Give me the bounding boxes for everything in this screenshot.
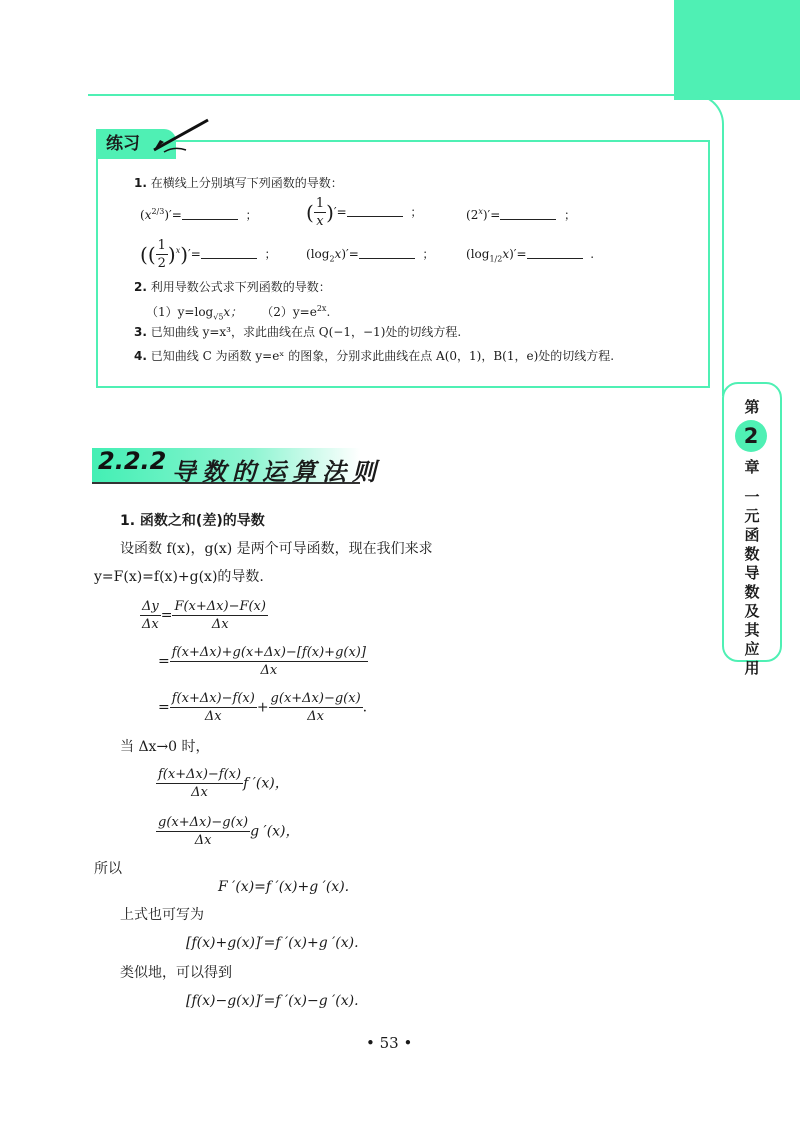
equation-line-1: $\frac{\Delta y}{\Delta x}$ = $\frac{F(x+\Delta x)-F(x)}{\Delta x}$: [142, 599, 266, 632]
section-number: 2.2.2: [98, 447, 167, 475]
section-title: 导数的运算法则: [172, 458, 382, 486]
limit-line-2: $\frac{g(x+\Delta x)-g(x)}{\Delta x}$ g ′(x)，: [158, 815, 300, 848]
answer-blank[interactable]: [201, 246, 257, 259]
chapter-title-vertical: 一 元 函 数 导 数 及 其 应 用: [744, 488, 760, 677]
practice-label: 练习: [96, 129, 176, 159]
limit-line-1: $\frac{f(x+\Delta x)-f(x)}{\Delta x}$ f ′(x)，: [158, 767, 289, 800]
exercise-2-parts: $(1)y=\log_{√5}x$； $(2)y=e^{2x}$.: [146, 304, 331, 322]
exercise-1-text: 在横线上分别填写下列函数的导数：: [150, 176, 343, 190]
exercise-2: 2. 利用导数公式求下列函数的导数：: [134, 280, 331, 294]
sum-rule-bracket-equation: [f(x)+g(x)]′=f ′(x)+g ′(x).: [186, 935, 359, 951]
answer-blank[interactable]: [359, 246, 415, 259]
sum-rule-equation: F ′(x)=f ′(x)+g ′(x).: [218, 879, 350, 895]
answer-blank[interactable]: [527, 246, 583, 259]
chapter-color-band: [674, 0, 800, 100]
paragraph: 类似地，可以得到: [120, 965, 232, 981]
paragraph: 设函数 f(x)，g(x) 是两个可导函数，现在我们来求: [120, 541, 433, 557]
equation-line-3: = $\frac{f(x+\Delta x)-f(x)}{\Delta x}$ + $\frac{g(x+\Delta x)-g(x)}{\Delta x}$ .: [158, 691, 368, 724]
exercise-4: 4. 已知曲线 C 为函数 y=eˣ 的图象，分别求此曲线在点 A(0，1)，B(1，e)处的切线方程.: [134, 349, 615, 363]
difference-rule-equation: [f(x)−g(x)]′=f ′(x)−g ′(x).: [186, 993, 359, 1009]
answer-blank[interactable]: [500, 207, 556, 220]
chapter-side-tab: 第 2 章 一 元 函 数 导 数 及 其 应 用: [722, 382, 782, 662]
answer-blank[interactable]: [182, 207, 238, 220]
exercise-3: 3. 已知曲线 y=x³，求此曲线在点 Q(−1，−1)处的切线方程.: [134, 325, 462, 339]
paragraph: 上式也可写为: [120, 907, 204, 923]
answer-blank[interactable]: [347, 204, 403, 217]
equation-line-2: = $\frac{f(x+\Delta x)+g(x+\Delta x)-[f(x)+g(x)]}{\Delta x}$: [158, 645, 366, 678]
chapter-number: 2: [735, 420, 767, 452]
paragraph: 所以: [94, 861, 122, 877]
paragraph: 当 Δx→0 时，: [120, 739, 210, 755]
page-number: • 53 •: [366, 1034, 413, 1052]
pen-icon: [150, 116, 212, 156]
subheading: 1. 函数之和(差)的导数: [120, 513, 265, 529]
paragraph: y=F(x)=f(x)+g(x)的导数.: [94, 569, 264, 585]
exercise-1: 1. 在横线上分别填写下列函数的导数：: [134, 176, 343, 190]
